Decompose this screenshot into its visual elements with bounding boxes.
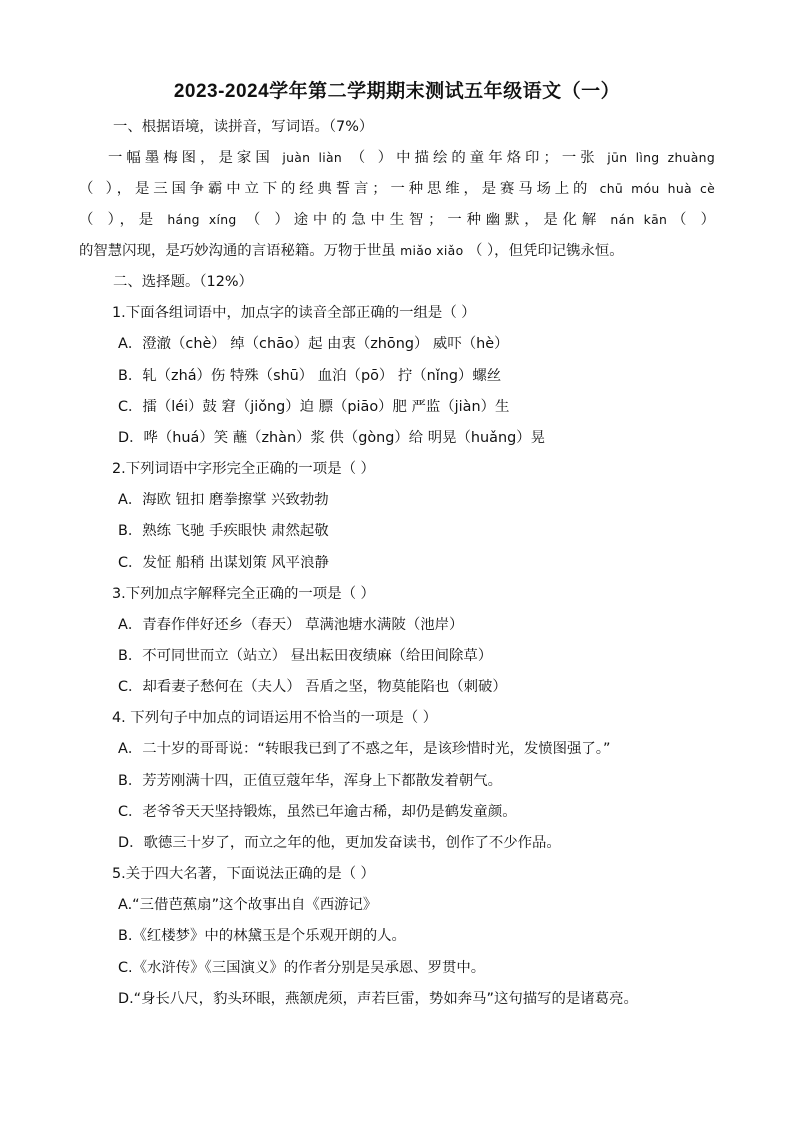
question-1-option-c[interactable]: C．擂（léi）鼓 窘（jiǒng）迫 膘（piāo）肥 严监（jiàn）生 (118, 399, 510, 415)
question-4-stem: 4. 下列句子中加点的词语运用不恰当的一项是（ ） (112, 710, 438, 726)
answer-blank[interactable]: （ ），是 (79, 212, 168, 228)
answer-blank[interactable]: （ ），是三国争霸中立下的经典誓言；一种思维，是赛马场上的 (79, 181, 600, 197)
question-2-stem: 2.下列词语中字形完全正确的一项是（ ） (112, 461, 375, 477)
pinyin-prompt: juàn liàn (282, 150, 343, 165)
answer-blank[interactable]: （ ）途中的急中生智；一种幽默，是化解 (236, 212, 611, 228)
section-1-heading: 一、根据语境，读拼音，写词语。（7%） (113, 119, 374, 135)
question-5-option-b[interactable]: B.《红楼梦》中的林黛玉是个乐观开朗的人。 (118, 928, 406, 944)
question-1-option-d[interactable]: D．哗（huá）笑 蘸（zhàn）浆 供（gòng）给 明晃（huǎng）晃 (118, 430, 546, 446)
pinyin-prompt: háng xíng (167, 212, 237, 227)
question-1-option-b[interactable]: B．轧（zhá）伤 特殊（shū） 血泊（pō） 拧（nǐng）螺丝 (118, 368, 502, 384)
question-5-option-c[interactable]: C.《水浒传》《三国演义》的作者分别是吴承恩、罗贯中。 (118, 960, 486, 976)
question-3-option-b[interactable]: B．不可同世而立（站立） 昼出耘田夜绩麻（给田间除草） (118, 648, 493, 664)
question-4-option-b[interactable]: B．芳芳刚满十四，正值豆蔻年华，浑身上下都散发着朝气。 (118, 773, 503, 789)
question-2-option-a[interactable]: A．海欧 钮扣 磨拳擦掌 兴致勃勃 (118, 492, 329, 508)
question-5-option-d[interactable]: D.“身长八尺，豹头环眼，燕颔虎须，声若巨雷，势如奔马”这句描写的是诸葛亮。 (118, 991, 638, 1007)
question-3-option-c[interactable]: C．却看妻子愁何在（夫人） 吾盾之坚，物莫能陷也（刺破） (118, 679, 507, 695)
question-2-option-b[interactable]: B．熟练 飞驰 手疾眼快 肃然起敬 (118, 523, 329, 539)
question-5-stem: 5.关于四大名著，下面说法正确的是（ ） (112, 866, 375, 882)
paragraph-line-1 (108, 148, 715, 168)
pinyin-prompt: miǎo xiǎo (400, 243, 464, 258)
question-4-option-a[interactable]: A．二十岁的哥哥说：“转眼我已到了不惑之年，是该珍惜时光，发愤图强了。” (118, 741, 611, 757)
paragraph-line-3 (79, 210, 715, 230)
question-4-option-d[interactable]: D．歌德三十岁了，而立之年的他，更加发奋读书，创作了不少作品。 (118, 835, 561, 851)
pinyin-prompt: nán kān (610, 212, 668, 227)
paragraph-text: 的智慧闪现，是巧妙沟通的言语秘籍。万物于世虽 (79, 243, 401, 259)
question-3-stem: 3.下列加点字解释完全正确的一项是（ ） (112, 586, 375, 602)
question-4-option-c[interactable]: C．老爷爷天天坚持锻炼，虽然已年逾古稀，却仍是鹤发童颜。 (118, 804, 517, 820)
exam-title: 2023-2024学年第二学期期末测试五年级语文（一） (173, 81, 621, 102)
paragraph-text: 一幅墨梅图，是家国 (108, 150, 283, 166)
paragraph-line-2 (79, 179, 715, 199)
paragraph-line-4 (79, 241, 624, 261)
answer-blank[interactable]: （ ）中描绘的童年烙印；一张 (342, 150, 608, 166)
question-5-option-a[interactable]: A.“三借芭蕉扇”这个故事出自《西游记》 (118, 897, 378, 913)
pinyin-prompt: chū móu huà cè (599, 181, 716, 196)
answer-blank[interactable]: （ ） (667, 212, 716, 228)
section-2-heading: 二、选择题。（12%） (113, 274, 253, 290)
question-2-option-c[interactable]: C．发怔 船稍 出谋划策 风平浪静 (118, 555, 329, 571)
pinyin-prompt: jūn lìng zhuàng (607, 150, 715, 165)
question-1-stem: 1.下面各组词语中，加点字的读音全部正确的一组是（ ） (112, 305, 476, 321)
question-3-option-a[interactable]: A．青春作伴好还乡（春天） 草满池塘水满陂（池岸） (118, 617, 464, 633)
question-1-option-a[interactable]: A．澄澈（chè） 绰（chāo）起 由衷（zhōng） 威吓（hè） (118, 336, 509, 352)
answer-blank[interactable]: （ ），但凭印记镌永恒。 (463, 243, 624, 259)
